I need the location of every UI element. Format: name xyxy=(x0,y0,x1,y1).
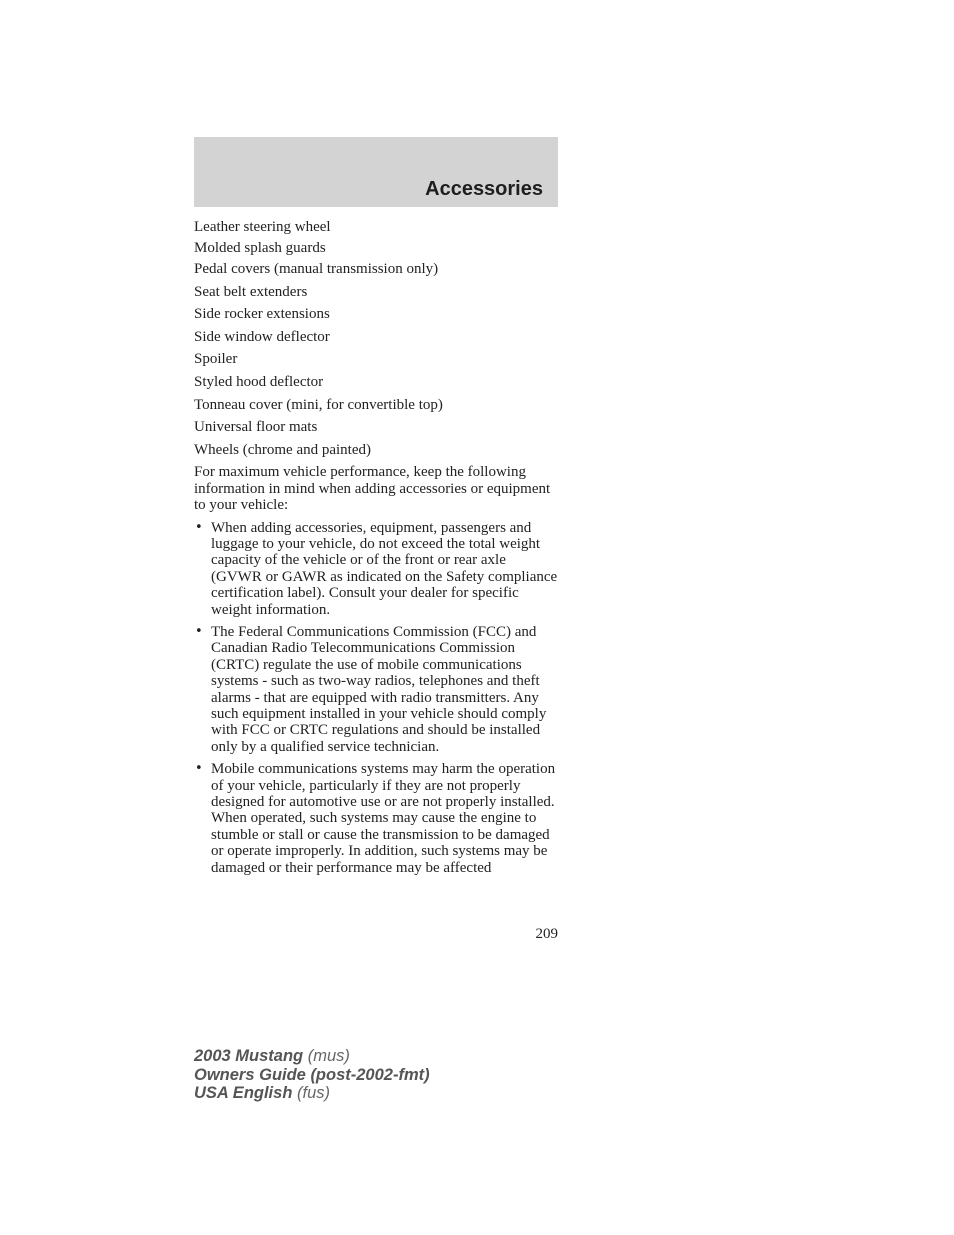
page-number: 209 xyxy=(535,926,558,942)
section-title: Accessories xyxy=(425,178,543,200)
footer-language: USA English xyxy=(194,1084,293,1103)
bullet-icon: • xyxy=(195,519,203,535)
footer-line-language xyxy=(194,1084,430,1103)
bullet-item xyxy=(194,520,558,618)
footer-line-model xyxy=(194,1047,430,1066)
footer-model-code: (mus) xyxy=(307,1047,350,1065)
accessory-item: Side window deflector xyxy=(194,328,330,345)
accessory-item: Spoiler xyxy=(194,351,238,368)
accessory-item: Side rocker extensions xyxy=(194,306,330,323)
intro-paragraph: For maximum vehicle performance, keep the following information in mind when adding accessories or equipment to your vehicle: xyxy=(194,464,551,514)
accessory-item: Seat belt extenders xyxy=(194,283,308,300)
accessory-item: Pedal covers (manual transmission only) xyxy=(194,261,439,277)
accessory-item: Styled hood deflector xyxy=(194,373,324,390)
accessory-item: Tonneau cover (mini, for convertible top) xyxy=(194,396,443,413)
document-footer xyxy=(194,1047,430,1103)
bullet-icon: • xyxy=(195,761,203,777)
accessory-list xyxy=(194,219,558,458)
accessory-item: Molded splash guards xyxy=(194,240,326,256)
bullet-icon: • xyxy=(195,624,203,639)
section-header-band xyxy=(194,137,558,207)
bullet-text: When adding accessories, equipment, passengers and luggage to your vehicle, do not exceed the total weight capacity of the vehicle or of the front or rear axle (GVWR or GAWR as indicated on the Safety compliance certification label). Consult your dealer for specific weight information. xyxy=(211,519,558,618)
footer-line-guide xyxy=(194,1066,430,1085)
page-content xyxy=(194,219,558,882)
footer-guide: Owners Guide (post-2002-fmt) xyxy=(194,1065,430,1084)
accessory-item: Wheels (chrome and painted) xyxy=(194,441,372,458)
bullet-item xyxy=(194,624,558,755)
bullet-text: Mobile communications systems may harm the operation of your vehicle, particularly if they are not properly designed for automotive use or are not properly installed. When operated, such systems may cause the engine to stumble or stall or cause the transmission to be damaged or operate improperly. In addition, such systems may be damaged or their performance may be affected xyxy=(211,761,556,876)
bullet-text: The Federal Communications Commission (FCC) and Canadian Radio Telecommunications Commission (CRTC) regulate the use of mobile communications systems - such as two-way radios, telephones and theft alarms - that are equipped with radio transmitters. Any such equipment installed in your vehicle should comply with FCC or CRTC regulations and should be installed only by a qualified service technician. xyxy=(211,624,547,755)
accessory-item: Universal floor mats xyxy=(194,419,318,436)
guidance-bullet-list xyxy=(194,520,558,877)
accessory-item: Leather steering wheel xyxy=(194,219,331,235)
footer-model: 2003 Mustang xyxy=(194,1047,304,1065)
footer-language-code: (fus) xyxy=(297,1084,330,1103)
bullet-item xyxy=(194,761,558,876)
